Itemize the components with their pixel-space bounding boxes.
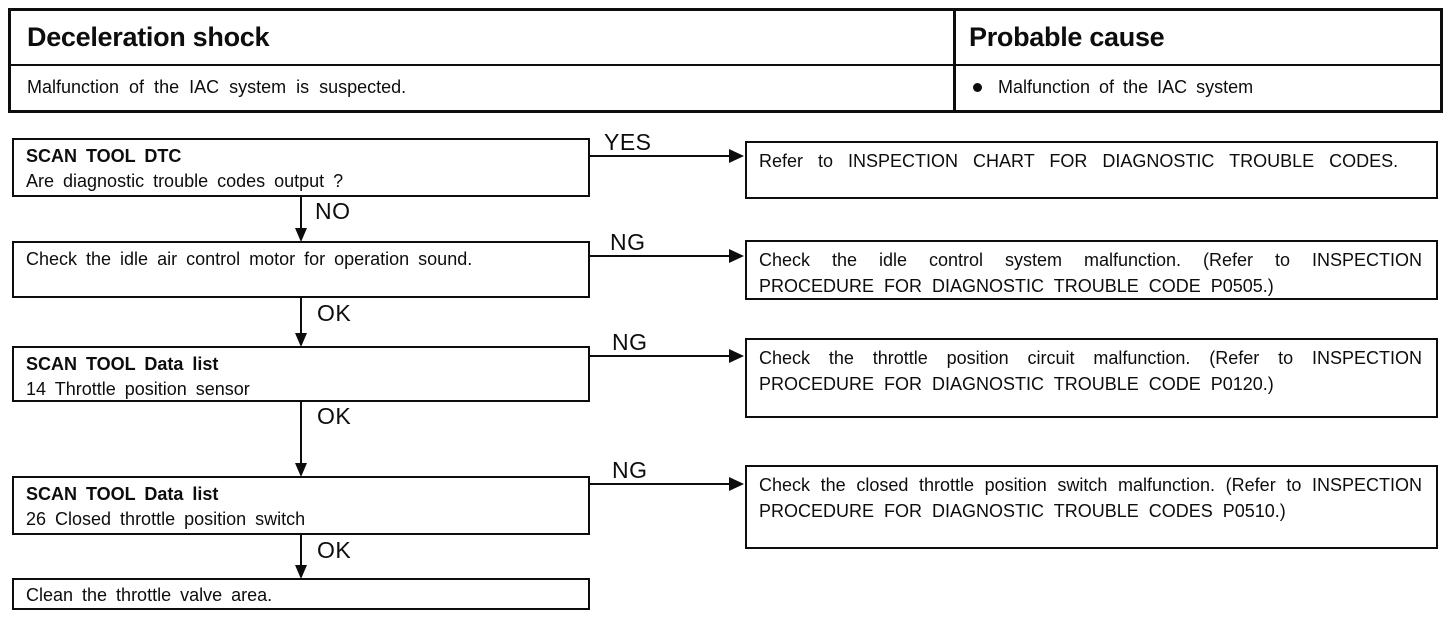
bullet-icon bbox=[973, 83, 982, 92]
step4-item: 26 Closed throttle position switch bbox=[26, 509, 306, 529]
arrow-down-icon bbox=[295, 228, 307, 242]
branch-label-yes: YES bbox=[604, 129, 652, 155]
arrow-right-icon bbox=[729, 477, 744, 491]
step1-question: Are diagnostic trouble codes output ? bbox=[26, 171, 344, 191]
arrow-line-ng-1 bbox=[590, 255, 732, 257]
arrow-right-icon bbox=[729, 349, 744, 363]
branch-label-ng-3: NG bbox=[612, 457, 648, 483]
arrow-line-ok-2 bbox=[300, 402, 302, 464]
flow-step-box-2 bbox=[12, 241, 590, 298]
arrow-down-icon bbox=[295, 565, 307, 579]
step3-item: 14 Throttle position sensor bbox=[26, 379, 250, 399]
arrow-line-yes bbox=[590, 155, 732, 157]
probable-cause-header: Probable cause bbox=[969, 22, 1165, 52]
flow-label-ok-2: OK bbox=[317, 403, 352, 429]
symptom-title: Deceleration shock bbox=[27, 22, 270, 52]
flow-label-ok-3: OK bbox=[317, 537, 352, 563]
arrow-line-ok-1 bbox=[300, 298, 302, 334]
flow-step-box-3 bbox=[12, 346, 590, 402]
step1-title: SCAN TOOL DTC bbox=[26, 146, 182, 166]
arrow-line-ok-3 bbox=[300, 535, 302, 566]
symptom-table bbox=[8, 8, 1443, 113]
arrow-right-icon bbox=[729, 149, 744, 163]
flow-final-box: Clean the throttle valve area. bbox=[12, 578, 590, 610]
probable-cause-item bbox=[973, 77, 1253, 98]
flow-label-ok-1: OK bbox=[317, 300, 352, 326]
symptom-text: Malfunction of the IAC system is suspected. bbox=[27, 77, 407, 97]
probable-cause-text: Malfunction of the IAC system bbox=[998, 77, 1254, 97]
branch-label-ng-1: NG bbox=[610, 229, 646, 255]
flow-label-no: NO bbox=[315, 198, 351, 224]
arrow-line-ng-3 bbox=[590, 483, 732, 485]
flow-result-box-4: Check the closed throttle position switch malfunction. (Refer to INSPECTION PROCEDURE FOR DIAGNOSTIC TROUBLE CODES P0510.) bbox=[745, 465, 1438, 549]
table-column-divider bbox=[953, 11, 956, 110]
arrow-down-icon bbox=[295, 333, 307, 347]
flow-result-box-2: Check the idle control system malfunction. (Refer to INSPECTION PROCEDURE FOR DIAGNOSTIC TROUBLE CODE P0505.) bbox=[745, 240, 1438, 300]
flow-step-box-4 bbox=[12, 476, 590, 535]
arrow-down-icon bbox=[295, 463, 307, 477]
step4-title: SCAN TOOL Data list bbox=[26, 484, 219, 504]
step3-title: SCAN TOOL Data list bbox=[26, 354, 219, 374]
flow-step-box-1 bbox=[12, 138, 590, 197]
arrow-line-no bbox=[300, 197, 302, 229]
table-row-divider bbox=[11, 64, 1440, 66]
flow-result-box-1: Refer to INSPECTION CHART FOR DIAGNOSTIC TROUBLE CODES. bbox=[745, 141, 1438, 199]
arrow-line-ng-2 bbox=[590, 355, 732, 357]
arrow-right-icon bbox=[729, 249, 744, 263]
branch-label-ng-2: NG bbox=[612, 329, 648, 355]
flow-result-box-3: Check the throttle position circuit malfunction. (Refer to INSPECTION PROCEDURE FOR DIAGNOSTIC TROUBLE CODE P0120.) bbox=[745, 338, 1438, 418]
step2-title: Check the idle air control motor for operation sound. bbox=[26, 249, 473, 269]
